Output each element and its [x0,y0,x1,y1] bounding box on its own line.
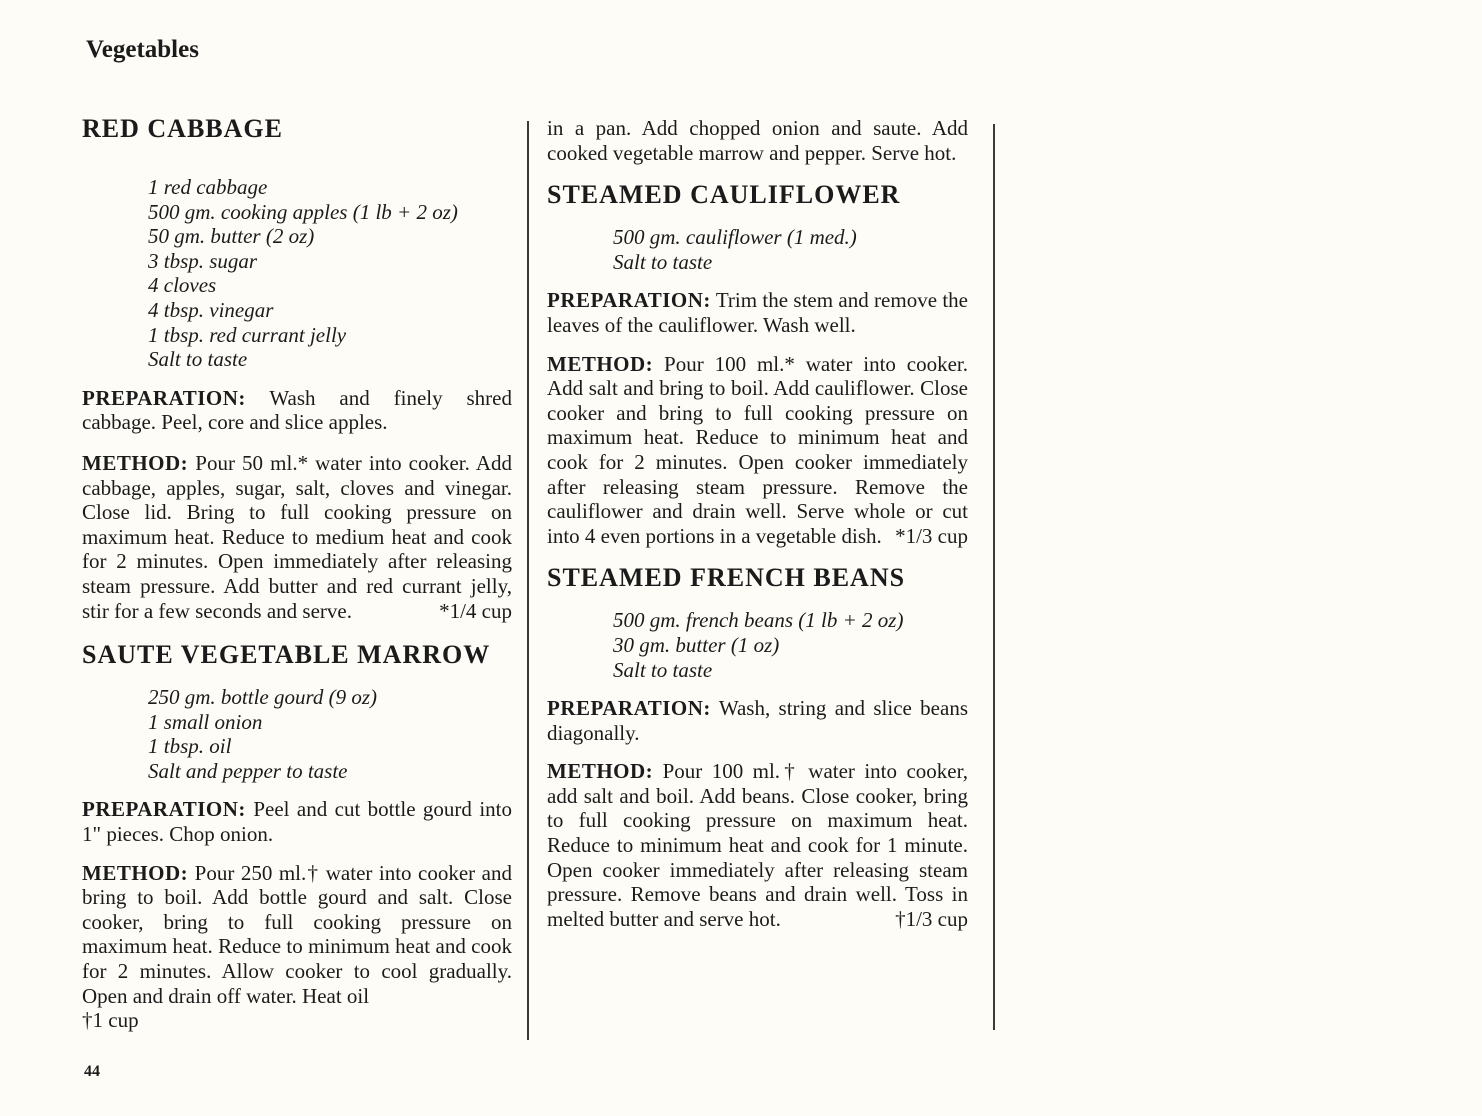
ingredient: 1 tbsp. red currant jelly [148,322,347,347]
column-divider [527,121,529,1040]
method-label: METHOD: [82,860,189,885]
method-text [547,352,968,549]
footnote: †1 cup [82,1008,139,1033]
ingredient: Salt and pepper to taste [148,758,348,783]
preparation-body: Wash, string and slice beans diagonally. [547,696,968,745]
recipe-title: RED CABBAGE [82,114,283,143]
ingredient: 30 gm. butter (1 oz) [613,632,780,657]
preparation-text [547,288,968,337]
preparation-body: Wash and finely shred cabbage. Peel, core and slice apples. [82,385,512,435]
ingredient: 3 tbsp. sugar [148,248,258,273]
preparation-text [82,797,512,846]
preparation-label: PREPARATION: [82,797,246,822]
ingredient-list [82,685,512,783]
recipe-title: STEAMED CAULIFLOWER [547,180,901,210]
ingredient-list [547,225,968,274]
method-body: Pour 250 ml.† water into cooker and bring to boil. Add bottle gourd and salt. Close cooker, bring to full cooking pressure on maximum heat. Reduce to minimum heat and cook for 2 minutes. Allow cooker to cool gradually. Open and drain off water. Heat oil [82,860,512,1008]
continuation-text: in a pan. Add chopped onion and saute. Add cooked vegetable marrow and pepper. Serve hot. [547,116,968,165]
footnote: *1/3 cup [895,523,968,548]
ingredient: Salt to taste [148,347,248,372]
preparation-label: PREPARATION: [547,696,711,721]
preparation-text [82,386,512,435]
ingredient: 500 gm. cooking apples (1 lb + 2 oz) [148,199,458,224]
ingredient-list [82,175,512,372]
ingredient: 500 gm. french beans (1 lb + 2 oz) [613,608,904,633]
method-label: METHOD: [547,759,654,784]
ingredient: 50 gm. butter (2 oz) [148,224,315,249]
footnote: †1/3 cup [895,906,968,931]
ingredient-list [547,608,968,682]
page-edge-rule [993,124,995,1030]
recipe-steamed-cauliflower [547,179,968,548]
recipe-steamed-french-beans [547,562,968,931]
preparation-body: Peel and cut bottle gourd into 1" pieces. Chop onion. [82,797,513,847]
method-text [547,759,968,931]
ingredient: Salt to taste [613,249,713,274]
ingredient: 500 gm. cauliflower (1 med.) [613,225,857,250]
preparation-label: PREPARATION: [82,385,246,410]
recipe-red-cabbage [82,113,512,623]
ingredient: 4 tbsp. vinegar [148,297,274,322]
method-label: METHOD: [547,351,654,376]
method-body: Pour 100 ml.* water into cooker. Add salt and bring to boil. Add cauliflower. Close cooker and bring to full cooking pressure on maximum heat. Reduce to minimum heat and cook for 2 minutes. Open cooker immediately after releasing steam pressure. Remove the cauliflower and drain well. Serve whole or cut into 4 even portions in a vegetable dish. [547,351,969,548]
right-column [547,116,968,931]
footnote: *1/4 cup [439,598,512,623]
ingredient: 1 small onion [148,709,263,734]
ingredient: 4 cloves [148,273,217,298]
left-column [82,113,512,1033]
method-text [82,451,512,623]
page-number: 44 [84,1063,100,1080]
method-text [82,861,512,1009]
recipe-saute-vegetable-marrow [82,639,512,1033]
section-title: Vegetables [86,36,199,63]
ingredient: 250 gm. bottle gourd (9 oz) [148,685,378,710]
method-label: METHOD: [82,450,189,475]
ingredient: 1 red cabbage [148,175,268,199]
recipe-title: SAUTE VEGETABLE MARROW [82,640,491,670]
recipe-title: STEAMED FRENCH BEANS [547,563,906,593]
method-body: Pour 50 ml.* water into cooker. Add cabbage, apples, sugar, salt, cloves and vinegar. Close lid. Bring to full cooking pressure on maximum heat. Reduce to medium heat and cook for 2 minutes. Open immediately after releasing steam pressure. Add butter and red currant jelly, stir for a few seconds and serve. [82,450,512,623]
ingredient: Salt to taste [613,657,713,682]
preparation-body: Trim the stem and remove the leaves of the cauliflower. Wash well. [547,288,968,337]
preparation-label: PREPARATION: [547,288,711,313]
method-body: Pour 100 ml.† water into cooker, add salt and boil. Add beans. Close cooker, bring to full cooking pressure on maximum heat. Reduce to minimum heat and cook for 1 minute. Open cooker immediately after releasing steam pressure. Remove beans and drain well. Toss in melted butter and serve hot. [547,759,968,931]
ingredient: 1 tbsp. oil [148,734,232,759]
preparation-text [547,696,968,745]
